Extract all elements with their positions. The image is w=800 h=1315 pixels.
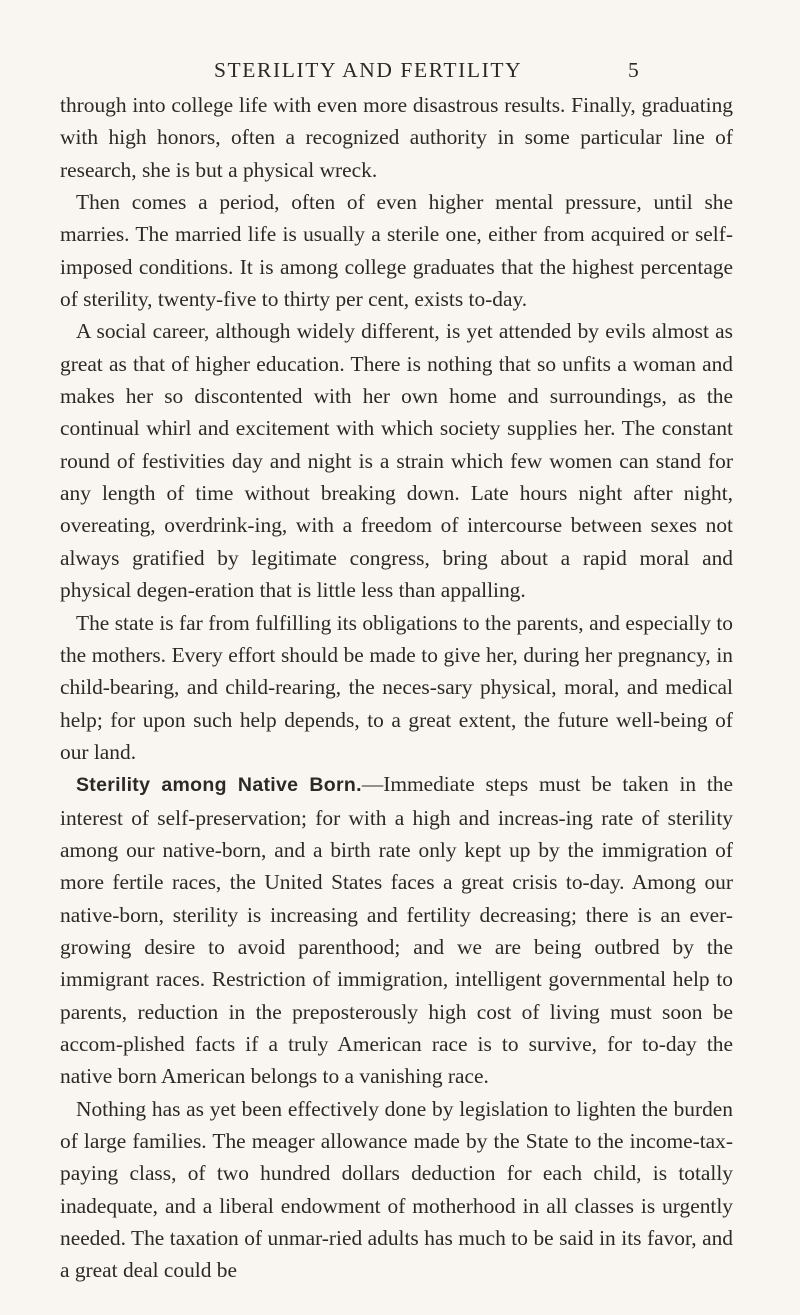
page-header: [0, 58, 800, 88]
page-number: 5: [628, 58, 639, 82]
section-text: —Immediate steps must be taken in the interest of self-preservation; for with a high and increas-ing rate of sterility among our native-born, and a birth rate only kept up by the immigration of more fertile races, the United States faces a great crisis to-day. Among our native-born, sterility is increasing and fertility decreasing; there is an ever-growing desire to avoid parenthood; and we are being outbred by the immigrant races. Restriction of immigration, intelligent governmental help to parents, reduction in the preposterously high cost of living must soon be accom-plished facts if a truly American race is to survive, for to-day the native born American belongs to a vanishing race.: [60, 772, 733, 1089]
body-text: [60, 89, 733, 1287]
section-heading: Sterility among Native Born.: [76, 774, 362, 797]
paragraph-state-obligations: The state is far from fulfilling its obligations to the parents, and especially to the mothers. Every effort should be made to give her, during her pregnancy, in child-bearing, and child-rearing, the neces-sary physical, moral, and medical help; for upon such help depends, to a great extent, the future well-being of our land.: [60, 610, 733, 764]
paragraph-continuation: through into college life with even more disastrous results. Finally, graduating with high honors, often a recognized authority in some particular line of research, she is but a physical wreck.: [60, 93, 733, 182]
running-title: STERILITY AND FERTILITY: [214, 58, 523, 82]
paragraph-legislation: Nothing has as yet been effectively done by legislation to lighten the burden of large families. The meager allowance made by the State to the income-tax-paying class, of two hundred dollars deduction for each child, is totally inadequate, and a liberal endowment of motherhood in all classes is urgently needed. The taxation of unmar-ried adults has much to be said in its favor, and a great deal could be: [60, 1096, 733, 1283]
paragraph-marriage: Then comes a period, often of even higher mental pressure, until she marries. The married life is usually a sterile one, either from acquired or self-imposed conditions. It is among college graduates that the highest percentage of sterility, twenty-five to thirty per cent, exists to-day.: [60, 190, 733, 312]
paragraph-social-career: A social career, although widely different, is yet attended by evils almost as great as that of higher education. There is nothing that so unfits a woman and makes her so discontented with her own home and surroundings, as the continual whirl and excitement with which society supplies her. The constant round of festivities day and night is a strain which few women can stand for any length of time without breaking down. Late hours night after night, overeating, overdrink-ing, with a freedom of intercourse between sexes not always gratified by legitimate congress, bring about a rapid moral and physical degen-eration that is little less than appalling.: [60, 319, 733, 603]
paragraph-native-born: [60, 768, 733, 1092]
